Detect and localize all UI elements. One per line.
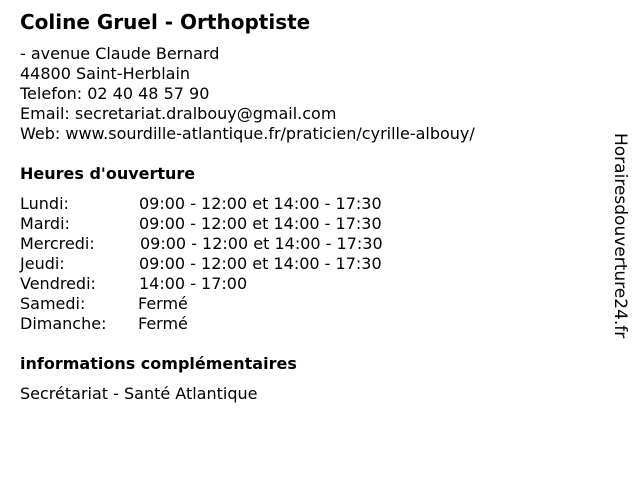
site-watermark: [603, 133, 637, 373]
email-address: Email: secretariat.dralbouy@gmail.com: [20, 104, 337, 123]
day-label: Mercredi:: [20, 234, 95, 253]
hours-value: Fermé: [138, 314, 188, 333]
day-label: Mardi:: [20, 214, 70, 233]
additional-info-text: Secrétariat - Santé Atlantique: [20, 384, 258, 403]
watermark-text: Horairesdouverture24.fr: [610, 133, 630, 339]
contact-details: [20, 44, 475, 144]
hours-value: 09:00 - 12:00 et 14:00 - 17:30: [139, 194, 382, 213]
hours-value: Fermé: [138, 294, 188, 313]
hours-value: 14:00 - 17:00: [139, 274, 248, 293]
additional-info-heading: informations complémentaires: [20, 354, 297, 373]
address-street: - avenue Claude Bernard: [20, 44, 220, 63]
website-address: Web: www.sourdille-atlantique.fr/praticien/cyrille-albouy/: [20, 124, 475, 143]
hours-value: 09:00 - 12:00 et 14:00 - 17:30: [139, 214, 382, 233]
day-label: Jeudi:: [20, 254, 65, 273]
day-label: Samedi:: [20, 294, 86, 313]
address-city: 44800 Saint-Herblain: [20, 64, 191, 83]
opening-hours-heading: Heures d'ouverture: [20, 164, 196, 183]
hours-value: 09:00 - 12:00 et 14:00 - 17:30: [139, 254, 382, 273]
day-label: Lundi:: [20, 194, 69, 213]
phone-number: Telefon: 02 40 48 57 90: [20, 84, 210, 103]
day-label: Dimanche:: [20, 314, 107, 333]
hours-value: 09:00 - 12:00 et 14:00 - 17:30: [140, 234, 383, 253]
day-label: Vendredi:: [20, 274, 96, 293]
page-title: Coline Gruel - Orthoptiste: [20, 10, 311, 34]
